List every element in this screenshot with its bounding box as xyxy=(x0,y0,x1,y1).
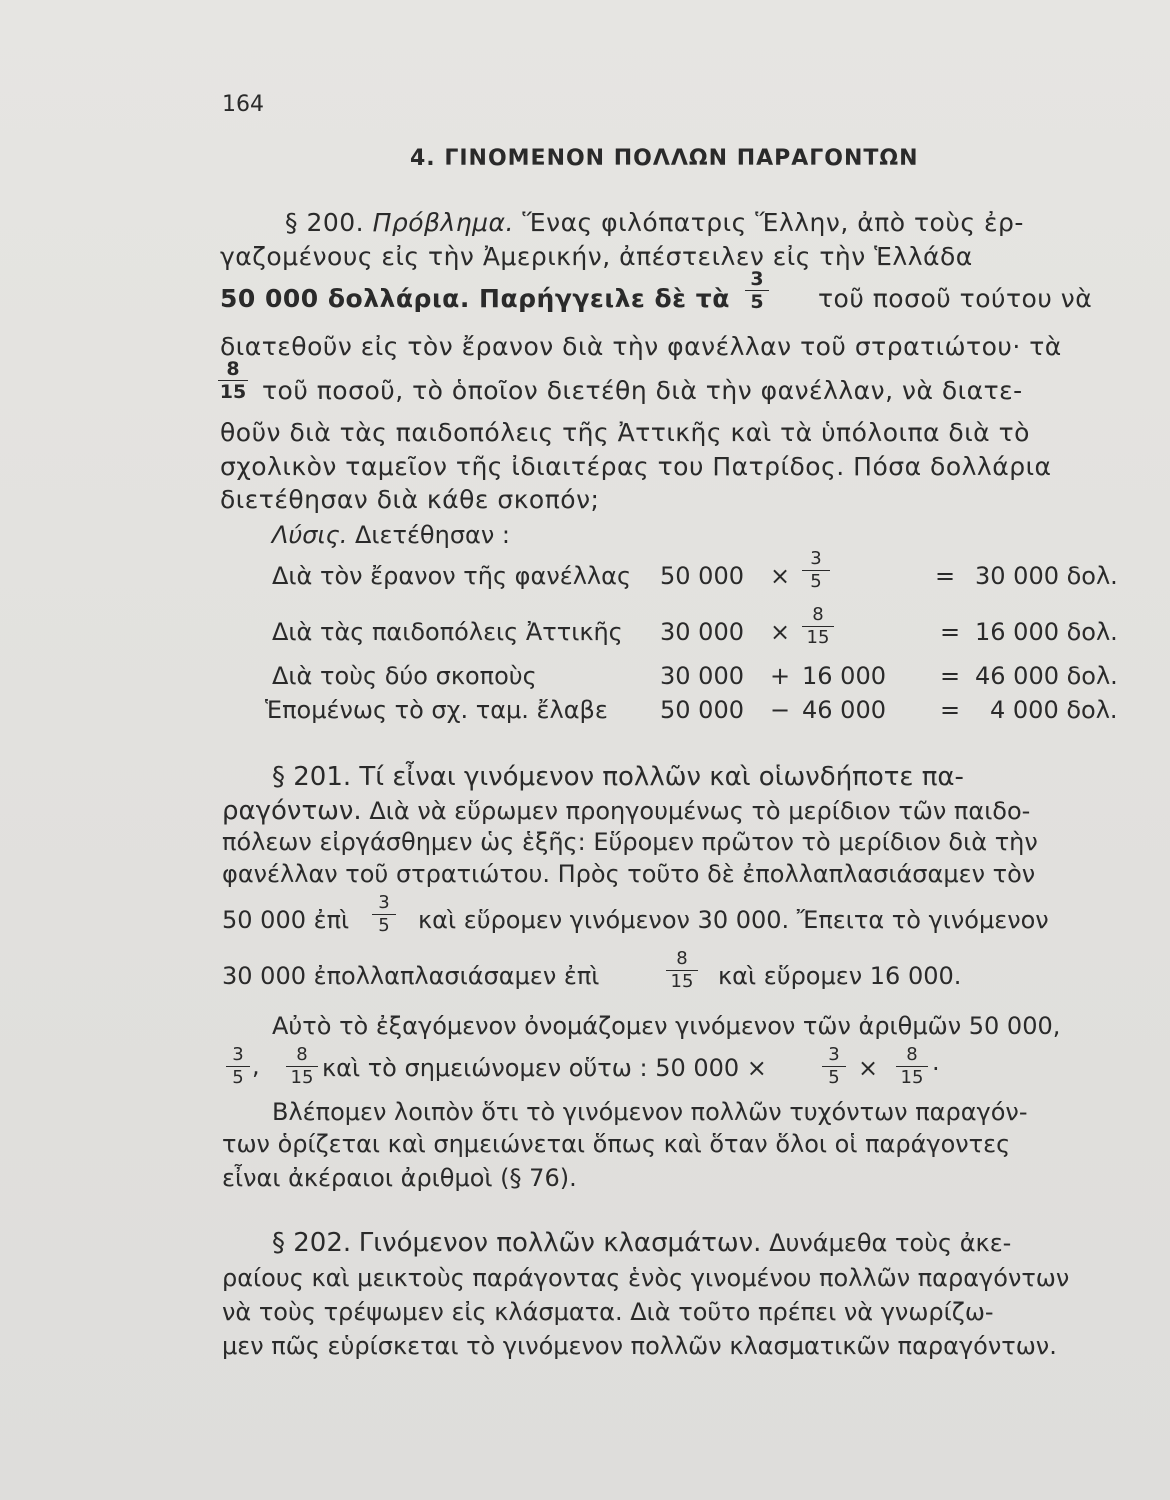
s200-label: § 200. xyxy=(285,208,365,237)
fraction-8-15 xyxy=(286,1046,318,1087)
s201-line-3: φανέλλαν τοῦ στρατιώτου. Πρὸς τοῦτο δὲ ἐπολλαπλασιάσαμεν τὸν xyxy=(222,860,1036,888)
solution-row-result: 16 000 δολ. xyxy=(975,618,1118,646)
solution-row-operator: × xyxy=(770,618,791,646)
fraction-numerator: 8 xyxy=(676,948,688,969)
s201-label: § 201. xyxy=(272,762,352,792)
fraction-numerator: 8 xyxy=(296,1044,308,1065)
fraction-8-15 xyxy=(666,950,698,991)
s200-line-3a: 50 000 δολλάρια. Παρήγγειλε δὲ τὰ xyxy=(220,284,730,313)
fraction-numerator: 3 xyxy=(750,268,764,290)
fraction-denominator: 15 xyxy=(670,971,694,992)
s202-label: § 202. xyxy=(272,1228,352,1258)
solution-row-result: 46 000 δολ. xyxy=(975,662,1118,690)
solution-row-operand: 50 000 xyxy=(660,562,744,590)
s201-line-7b: καὶ τὸ σημειώνομεν οὕτω : 50 000 × xyxy=(322,1054,767,1082)
s201-title: Τί εἶναι γινόμενον πολλῶν καὶ οἱωνδήποτε πα- xyxy=(359,762,964,792)
solution-row-equals: = xyxy=(940,696,961,724)
s200-line-4: διατεθοῦν εἰς τὸν ἔρανον διὰ τὴν φανέλλαν τοῦ στρατιώτου· τὰ xyxy=(220,332,1062,361)
solution-row-operand-b: 46 000 xyxy=(802,696,886,724)
s200-line-3b: τοῦ ποσοῦ τούτου νὰ xyxy=(818,284,1093,313)
s200-line-7: σχολικὸν ταμεῖον τῆς ἰδιαιτέρας του Πατρίδος. Πόσα δολλάρια xyxy=(220,452,1052,481)
fraction-numerator: 8 xyxy=(226,358,240,380)
solution-row-fraction xyxy=(802,606,834,647)
s201-line-1-text: Διὰ νὰ εὕρωμεν προηγουμένως τὸ μερίδιον τῶν παιδο- xyxy=(369,797,1031,825)
solution-row-operator: + xyxy=(770,662,791,690)
solution-row-equals: = xyxy=(940,662,961,690)
fraction-8-15 xyxy=(896,1046,928,1087)
solution-row-label: Διὰ τὸν ἔρανον τῆς φανέλλας xyxy=(272,562,632,590)
solution-row-operand: 30 000 xyxy=(660,662,744,690)
fraction-numerator: 8 xyxy=(906,1044,918,1065)
s202-line-3: νὰ τοὺς τρέψωμεν εἰς κλάσματα. Διὰ τοῦτο πρέπει νὰ γνωρίζω- xyxy=(222,1298,994,1326)
fraction-denominator: 5 xyxy=(232,1067,244,1088)
s201-line-8: Βλέπομεν λοιπὸν ὅτι τὸ γινόμενον πολλῶν τυχόντων παραγόν- xyxy=(272,1098,1028,1126)
s202-line-1 xyxy=(272,1228,1011,1258)
s200-line-1 xyxy=(285,208,1024,237)
s201-line-10: εἶναι ἀκέραιοι ἀριθμοὶ (§ 76). xyxy=(222,1164,577,1192)
solution-row-equals: = xyxy=(940,618,961,646)
solution-row-result: 30 000 δολ. xyxy=(975,562,1118,590)
s201-line-5b: καὶ εὕρομεν 16 000. xyxy=(718,962,962,990)
s202-title: Γινόμενον πολλῶν κλασμάτων. xyxy=(358,1228,762,1258)
fraction-denominator: 15 xyxy=(219,381,247,403)
fraction-denominator: 5 xyxy=(810,571,822,592)
solution-intro-text: Διετέθησαν : xyxy=(355,521,510,549)
solution-row-fraction xyxy=(802,550,830,591)
fraction-3-5 xyxy=(822,1046,846,1087)
solution-row-operand: 50 000 xyxy=(660,696,744,724)
solution-row-label: Διὰ τὰς παιδοπόλεις Ἀττικῆς xyxy=(272,618,623,646)
s201-times: × xyxy=(858,1054,879,1082)
page-number: 164 xyxy=(222,92,264,117)
s201-line-5a: 30 000 ἐπολλαπλασιάσαμεν ἐπὶ xyxy=(222,962,600,990)
s200-title: Πρόβλημα. xyxy=(372,208,514,237)
fraction-denominator: 15 xyxy=(290,1067,314,1088)
s201-line-4a: 50 000 ἐπὶ xyxy=(222,906,350,934)
s201-line-4b: καὶ εὕρομεν γινόμενον 30 000. Ἔπειτα τὸ γινόμενον xyxy=(418,906,1049,934)
s200-line-8: διετέθησαν διὰ κάθε σκοπόν; xyxy=(220,485,600,514)
fraction-denominator: 5 xyxy=(378,915,390,936)
s200-line-5: τοῦ ποσοῦ, τὸ ὁποῖον διετέθη διὰ τὴν φανέλλαν, νὰ διατε- xyxy=(262,376,1023,405)
section-heading: 4. ΓΙΝΟΜΕΝΟΝ ΠΟΛΛΩΝ ΠΑΡΑΓΟΝΤΩΝ xyxy=(410,146,919,171)
solution-intro xyxy=(272,521,510,549)
solution-row-label: Ἑπομένως τὸ σχ. ταμ. ἔλαβε xyxy=(265,696,608,724)
fraction-numerator: 3 xyxy=(232,1044,244,1065)
s202-line-4: μεν πῶς εὑρίσκεται τὸ γινόμενον πολλῶν κλασματικῶν παραγόντων. xyxy=(222,1332,1057,1360)
fraction-8-15 xyxy=(218,360,248,401)
solution-row-label: Διὰ τοὺς δύο σκοποὺς xyxy=(272,662,537,690)
s201-line-1 xyxy=(222,796,1030,826)
fraction-numerator: 8 xyxy=(812,604,824,625)
s202-line-2: ραίους καὶ μεικτοὺς παράγοντας ἑνὸς γινομένου πολλῶν παραγόντων xyxy=(222,1264,1070,1292)
s200-line-6: θοῦν διὰ τὰς παιδοπόλεις τῆς Ἀττικῆς καὶ τὰ ὑπόλοιπα διὰ τὸ xyxy=(220,418,1030,447)
fraction-numerator: 3 xyxy=(828,1044,840,1065)
s201-line-6: Αὐτὸ τὸ ἐξαγόμενον ὀνομάζομεν γινόμενον τῶν ἀριθμῶν 50 000, xyxy=(272,1012,1061,1040)
fraction-denominator: 15 xyxy=(900,1067,924,1088)
s200-line-2: γαζομένους εἰς τὴν Ἀμερικήν, ἀπέστειλεν εἰς τὴν Ἑλλάδα xyxy=(220,242,973,271)
s201-line-2: πόλεων εἰργάσθημεν ὡς ἑξῆς: Εὕρομεν πρῶτον τὸ μερίδιον διὰ τὴν xyxy=(222,828,1038,856)
fraction-numerator: 3 xyxy=(378,892,390,913)
solution-row-result: 4 000 δολ. xyxy=(990,696,1118,724)
fraction-numerator: 3 xyxy=(810,548,822,569)
fraction-3-5 xyxy=(372,894,396,935)
solution-row-operator: − xyxy=(770,696,791,724)
s201-period: . xyxy=(932,1048,940,1076)
s201-line-9: των ὁρίζεται καὶ σημειώνεται ὅπως καὶ ὅταν ὅλοι οἱ παράγοντες xyxy=(222,1130,1011,1158)
solution-label: Λύσις. xyxy=(272,521,348,549)
s201-comma: , xyxy=(252,1052,260,1080)
s200-line-1-text: Ἕνας φιλόπατρις Ἕλλην, ἀπὸ τοὺς ἐρ- xyxy=(522,208,1024,237)
solution-row-operand: 30 000 xyxy=(660,618,744,646)
solution-row-operand-b: 16 000 xyxy=(802,662,886,690)
fraction-denominator: 5 xyxy=(750,291,764,313)
fraction-denominator: 15 xyxy=(806,627,830,648)
solution-row-operator: × xyxy=(770,562,791,590)
s202-line-1-text: Δυνάμεθα τοὺς ἀκε- xyxy=(769,1229,1012,1257)
s201-title-2: ραγόντων. xyxy=(222,796,362,826)
fraction-denominator: 5 xyxy=(828,1067,840,1088)
fraction-3-5 xyxy=(745,270,769,311)
fraction-3-5 xyxy=(226,1046,250,1087)
s201-title-line xyxy=(272,762,964,792)
solution-row-equals: = xyxy=(935,562,956,590)
